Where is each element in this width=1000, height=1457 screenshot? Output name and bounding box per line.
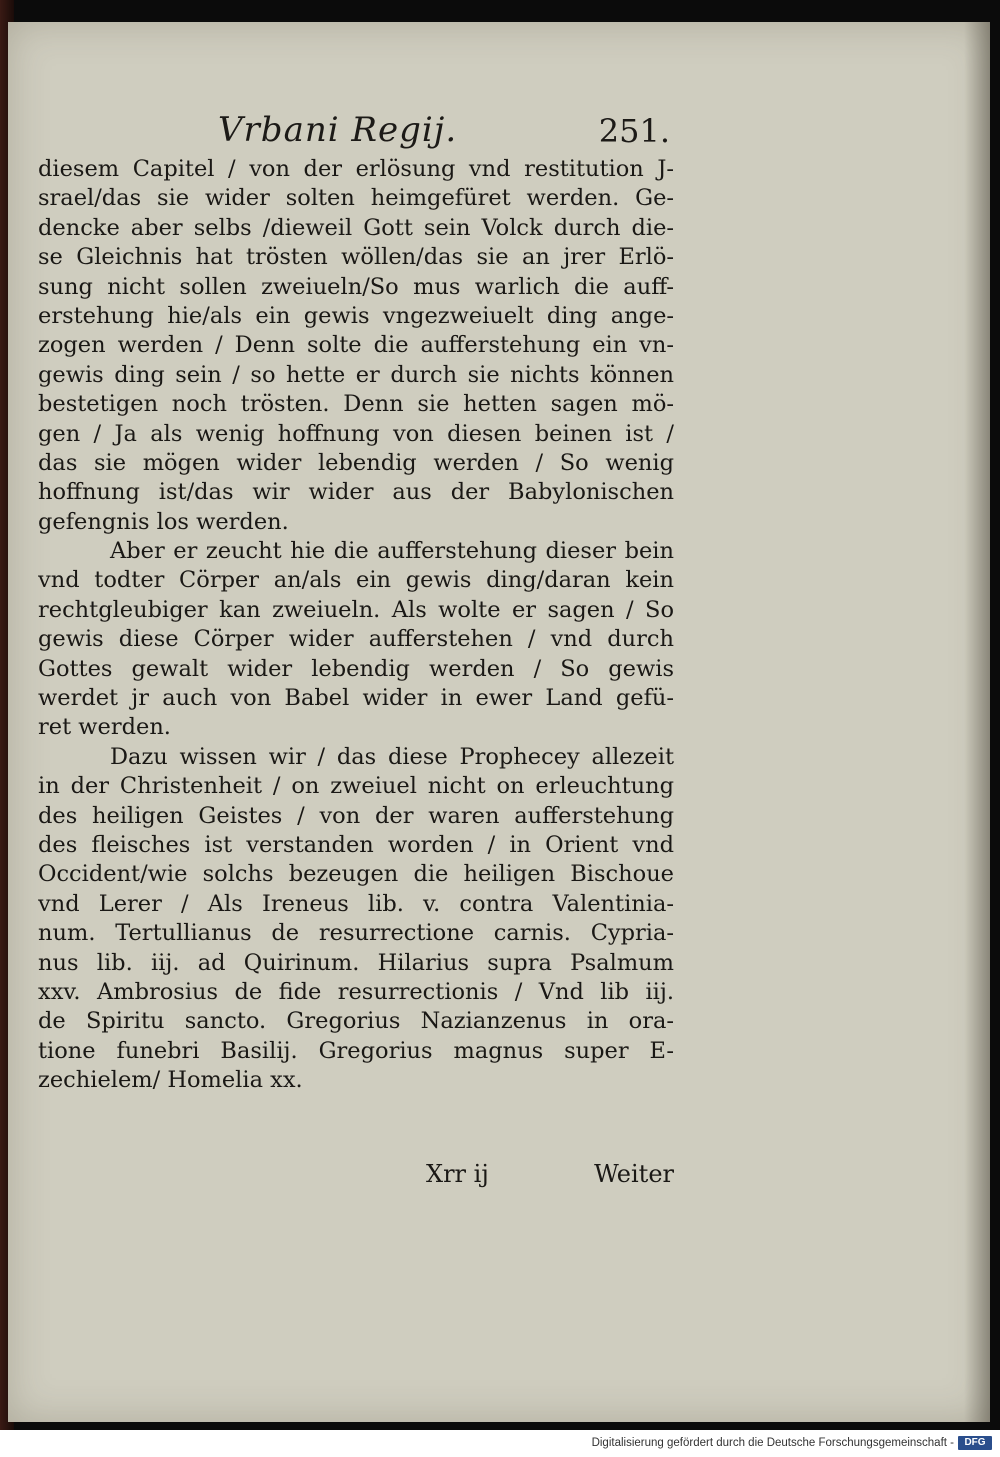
page-gutter-shadow	[964, 22, 990, 1422]
catchword: Weiter	[594, 1160, 674, 1188]
text-line: diesem Capitel / von der erlösung vnd restitution J-	[38, 156, 674, 182]
text-line: ret werden.	[38, 714, 171, 741]
text-line: vnd Lerer / Als Ireneus lib. v. contra Valentinia-	[38, 890, 674, 917]
text-line: des fleisches ist verstanden worden / in Orient vnd	[38, 831, 674, 858]
text-line: Occident/wie solchs bezeugen die heiligen Bischoue	[38, 861, 674, 888]
text-line: gefengnis los werden.	[38, 508, 289, 535]
text-line: bestetigen noch trösten. Denn sie hetten sagen mö-	[38, 391, 674, 418]
text-line: de Spiritu sancto. Gregorius Nazianzenus in ora-	[38, 1008, 674, 1035]
text-line: Gottes gewalt wider lebendig werden / So gewis	[38, 655, 674, 682]
text-line: gewis diese Cörper wider aufferstehen / vnd durch	[38, 626, 674, 653]
digitization-footer	[0, 1430, 1000, 1457]
text-line: erstehung hie/als ein gewis vngezweiuelt ding ange-	[38, 302, 674, 329]
paragraph-start-line: Dazu wissen wir / das diese Prophecey allezeit	[110, 743, 674, 770]
signature-row	[426, 1160, 674, 1196]
text-line: num. Tertullianus de resurrectione carnis. Cypria-	[38, 920, 674, 947]
signature-mark: Xrr ij	[426, 1160, 489, 1188]
text-line: vnd todter Cörper an/als ein gewis ding/daran kein	[38, 567, 674, 594]
running-head	[200, 110, 670, 160]
text-line: zogen werden / Denn solte die aufferstehung ein vn-	[38, 332, 674, 359]
running-title: Vrbani Regij.	[218, 110, 458, 150]
text-line: sung nicht sollen zweiueln/So mus warlich die auff-	[38, 273, 674, 300]
text-line: in der Christenheit / on zweiuel nicht on erleuchtung	[38, 773, 674, 800]
text-line: nus lib. iij. ad Quirinum. Hilarius supra Psalmum	[38, 949, 674, 976]
text-line: xxv. Ambrosius de fide resurrectionis / Vnd lib iij.	[38, 978, 674, 1005]
text-line: se Gleichnis hat trösten wöllen/das sie an jrer Erlö-	[38, 244, 674, 271]
text-line: tione funebri Basilij. Gregorius magnus super E-	[38, 1037, 674, 1064]
text-line: zechielem/ Homelia xx.	[38, 1067, 303, 1094]
text-line: rechtgleubiger kan zweiueln. Als wolte er sagen / So	[38, 596, 674, 623]
paragraph-start-line: Aber er zeucht hie die aufferstehung dieser bein	[110, 538, 674, 565]
page-number: 251.	[598, 112, 670, 150]
funding-credit: Digitalisierung gefördert durch die Deutsche Forschungsgemeinschaft -	[591, 1437, 954, 1449]
text-line: hoffnung ist/das wir wider aus der Babylonischen	[38, 479, 674, 506]
dfg-logo: DFG	[958, 1436, 992, 1450]
text-line: gewis ding sein / so hette er durch sie nichts können	[38, 361, 674, 388]
text-line: gen / Ja als wenig hoffnung von diesen beinen ist /	[38, 420, 674, 447]
text-line: dencke aber selbs /dieweil Gott sein Volck durch die-	[38, 214, 674, 241]
text-line: werdet jr auch von Babel wider in ewer Land gefü-	[38, 685, 674, 712]
text-line: srael/das sie wider solten heimgefüret werden. Ge-	[38, 185, 674, 212]
text-line: des heiligen Geistes / von der waren aufferstehung	[38, 802, 674, 829]
body-text	[38, 155, 674, 1096]
text-line: das sie mögen wider lebendig werden / So wenig	[38, 449, 674, 476]
